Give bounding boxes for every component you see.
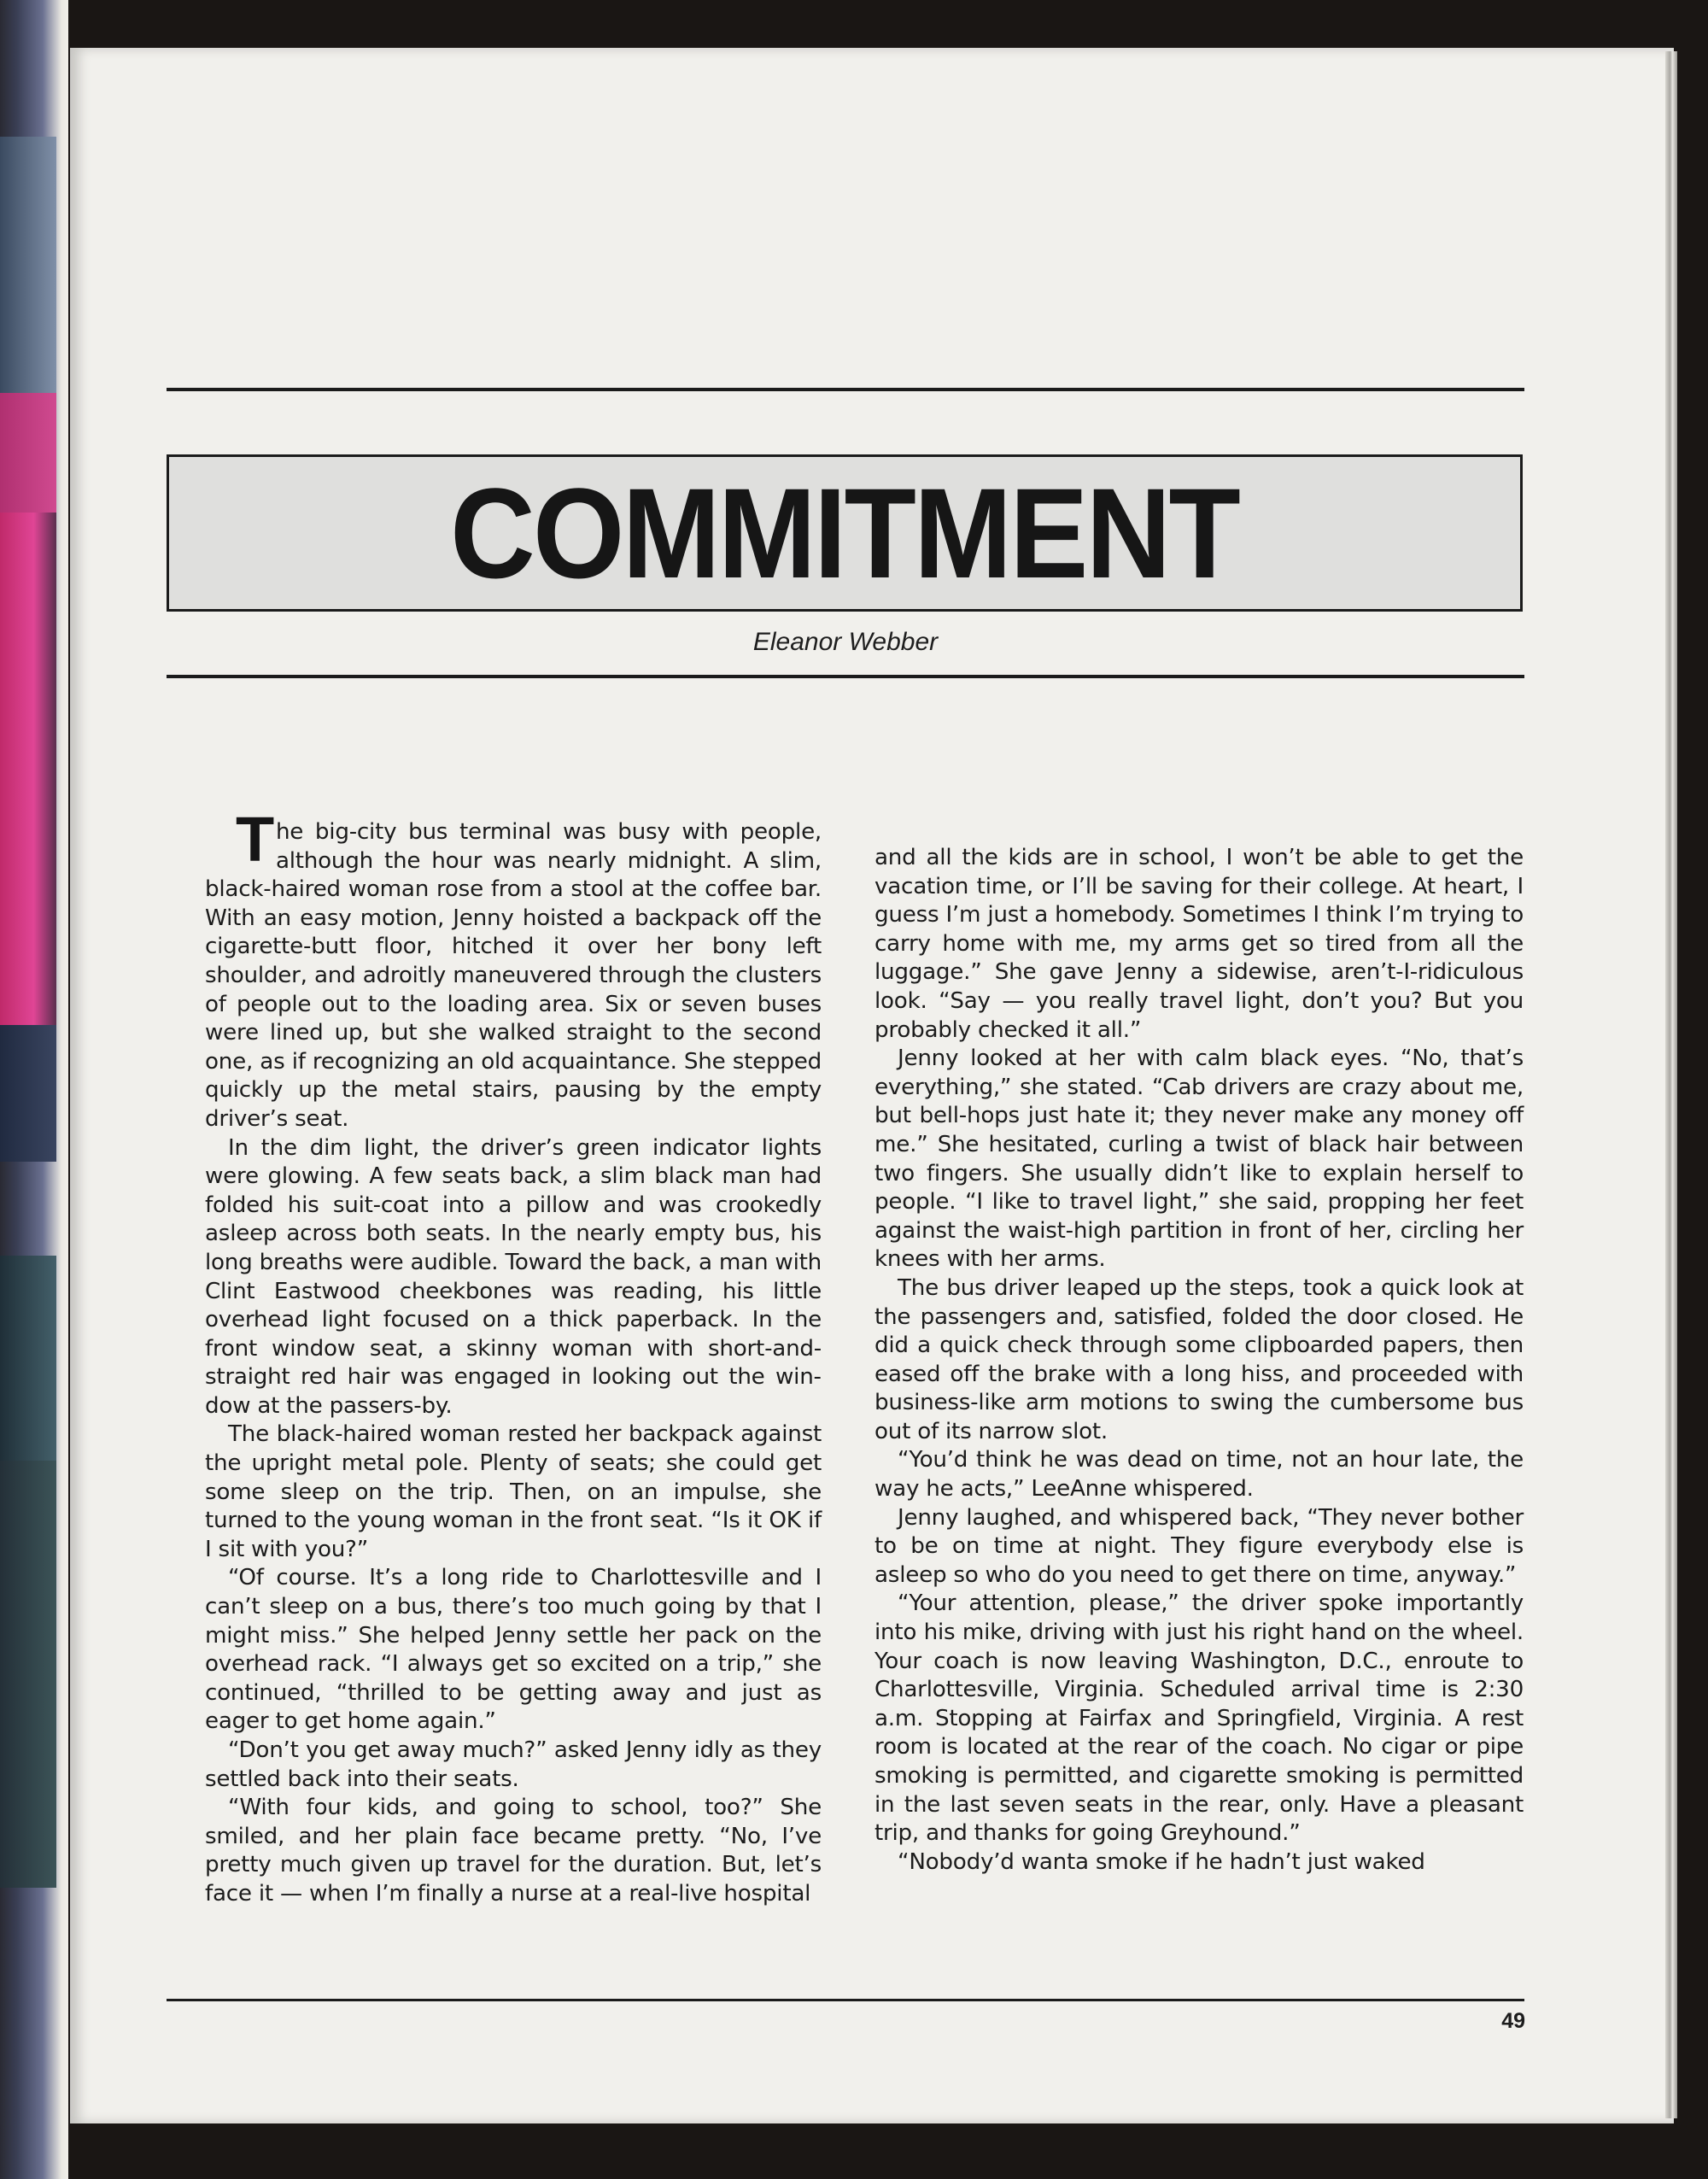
title-box <box>167 454 1523 612</box>
paragraph: “With four kids, and going to school, too?” She smiled, and her plain face became pretty. “No, I’ve pretty much given up travel for the duration. But, let’s face it — when I’m finally a nurse at a real-live hospital <box>205 1795 822 1907</box>
top-rule <box>167 388 1524 391</box>
previous-page-photo <box>0 1461 56 1888</box>
paragraph: The big-city bus terminal was busy with people, although the hour was nearly midnight. A slim, black-haired woman rose from a stool at the coffee bar. With an easy motion, Jenny hoisted a backpack off the cigarette-butt floor, hitched it over her bony left shoulder, and adroitly maneuvered through the clusters of people out to the loading area. Six or seven buses were lined up, but she walked straight to the second one, as if recognizing an old acquaintance. She stepped quickly up the metal stairs, pausing by the empty driver’s seat. <box>205 804 822 1132</box>
page-stack-edge <box>1665 51 1677 2118</box>
bottom-rule <box>167 1999 1524 2001</box>
paragraph: “You’d think he was dead on time, not an hour late, the way he acts,” LeeAnne whispered. <box>874 1447 1524 1502</box>
author-byline: Eleanor Webber <box>752 628 939 656</box>
paragraph: The black-haired woman rested her backpack against the upright metal pole. Plenty of seats; she could get some sleep on the trip. Then, on an impulse, she turned to the young woman in the front seat. “Is it OK if I sit with you?” <box>205 1421 822 1562</box>
paragraph: Jenny looked at her with calm black eyes. “No, that’s everything,” she stated. “Cab drivers are crazy about me, but bell-hops just hate it; they never make any money off me.” She hesitated, curling a twist of black hair between two fingers. She usually didn’t like to explain herself to people. “I like to travel light,” she said, propping her feet against the waist-high partition in front of her, circling her knees with her arms. <box>874 1046 1524 1273</box>
paragraph: “Your attention, please,” the driver spoke importantly into his mike, driving with just his right hand on the wheel. Your coach is now leaving Washington, D.C., enroute to Charlottesville, Virginia. Scheduled arrival time is 2:30 a.m. Stopping at Fairfax and Springfield, Virginia. A rest room is located at the rear of the coach. No cigar or pipe smoking is permitted, and cigarette smoking is permitted in the last seven seats in the rear, only. Have a pleasant trip, and thanks for going Greyhound.” <box>874 1590 1524 1847</box>
paragraph: “Don’t you get away much?” asked Jenny idly as they settled back into their seats. <box>205 1737 822 1792</box>
right-column <box>874 844 1524 1877</box>
paragraph: The bus driver leaped up the steps, took a quick look at the passengers and, satisfied, folded the door closed. He did a quick check through some clipboarded papers, then eased off the brake with a long hiss, and proceeded with business-like arm motions to swing the cumbersome bus out of its narrow slot. <box>874 1274 1524 1444</box>
paragraph: and all the kids are in school, I won’t be able to get the vacation time, or I’ll be saving for their college. At heart, I guess I’m just a homebody. Sometimes I think I’m trying to carry home with me, my arms get so tired from all the luggage.” She gave Jenny a sidewise, aren’t-I-ridiculous look. “Say — you really travel light, don’t you? But you probably checked it all.” <box>874 845 1524 1043</box>
page-number: 49 <box>1501 2009 1525 2033</box>
paragraph: “Of course. It’s a long ride to Charlottesville and I can’t sleep on a bus, there’s too much going by that I might miss.” She helped Jenny settle her pack on the overhead rack. “I always get so excited on a trip,” she continued, “thrilled to be getting away and just as eager to get home again.” <box>205 1565 822 1735</box>
drop-cap: T <box>236 804 274 875</box>
paragraph: In the dim light, the driver’s green indicator lights were glowing. A few seats back, a slim black man had folded his suit-coat into a pillow and was crookedly asleep across both seats. In the nearly empty bus, his long breaths were audible. Toward the back, a man with Clint Eastwood cheekbones was reading, his little overhead light focused on a thick paperback. In the front window seat, a skinny woman with short-and-straight red hair was engaged in looking out the window at the passers-by. <box>205 1134 822 1419</box>
previous-page-photo <box>0 1256 56 1461</box>
byline-rule <box>167 675 1524 678</box>
previous-page-edge <box>0 0 68 2179</box>
previous-page-photo <box>0 393 56 513</box>
previous-page-photo <box>0 1025 56 1162</box>
previous-page-photo <box>0 137 56 393</box>
article-title: COMMITMENT <box>450 461 1239 605</box>
previous-page-photo <box>0 513 56 1025</box>
paragraph: Jenny laughed, and whispered back, “They never bother to be on time at night. They figure everybody else is asleep so who do you need to get there on time, anyway.” <box>874 1504 1524 1588</box>
left-column <box>205 804 822 1909</box>
paragraph: “Nobody’d wanta smoke if he hadn’t just waked <box>898 1848 1425 1875</box>
